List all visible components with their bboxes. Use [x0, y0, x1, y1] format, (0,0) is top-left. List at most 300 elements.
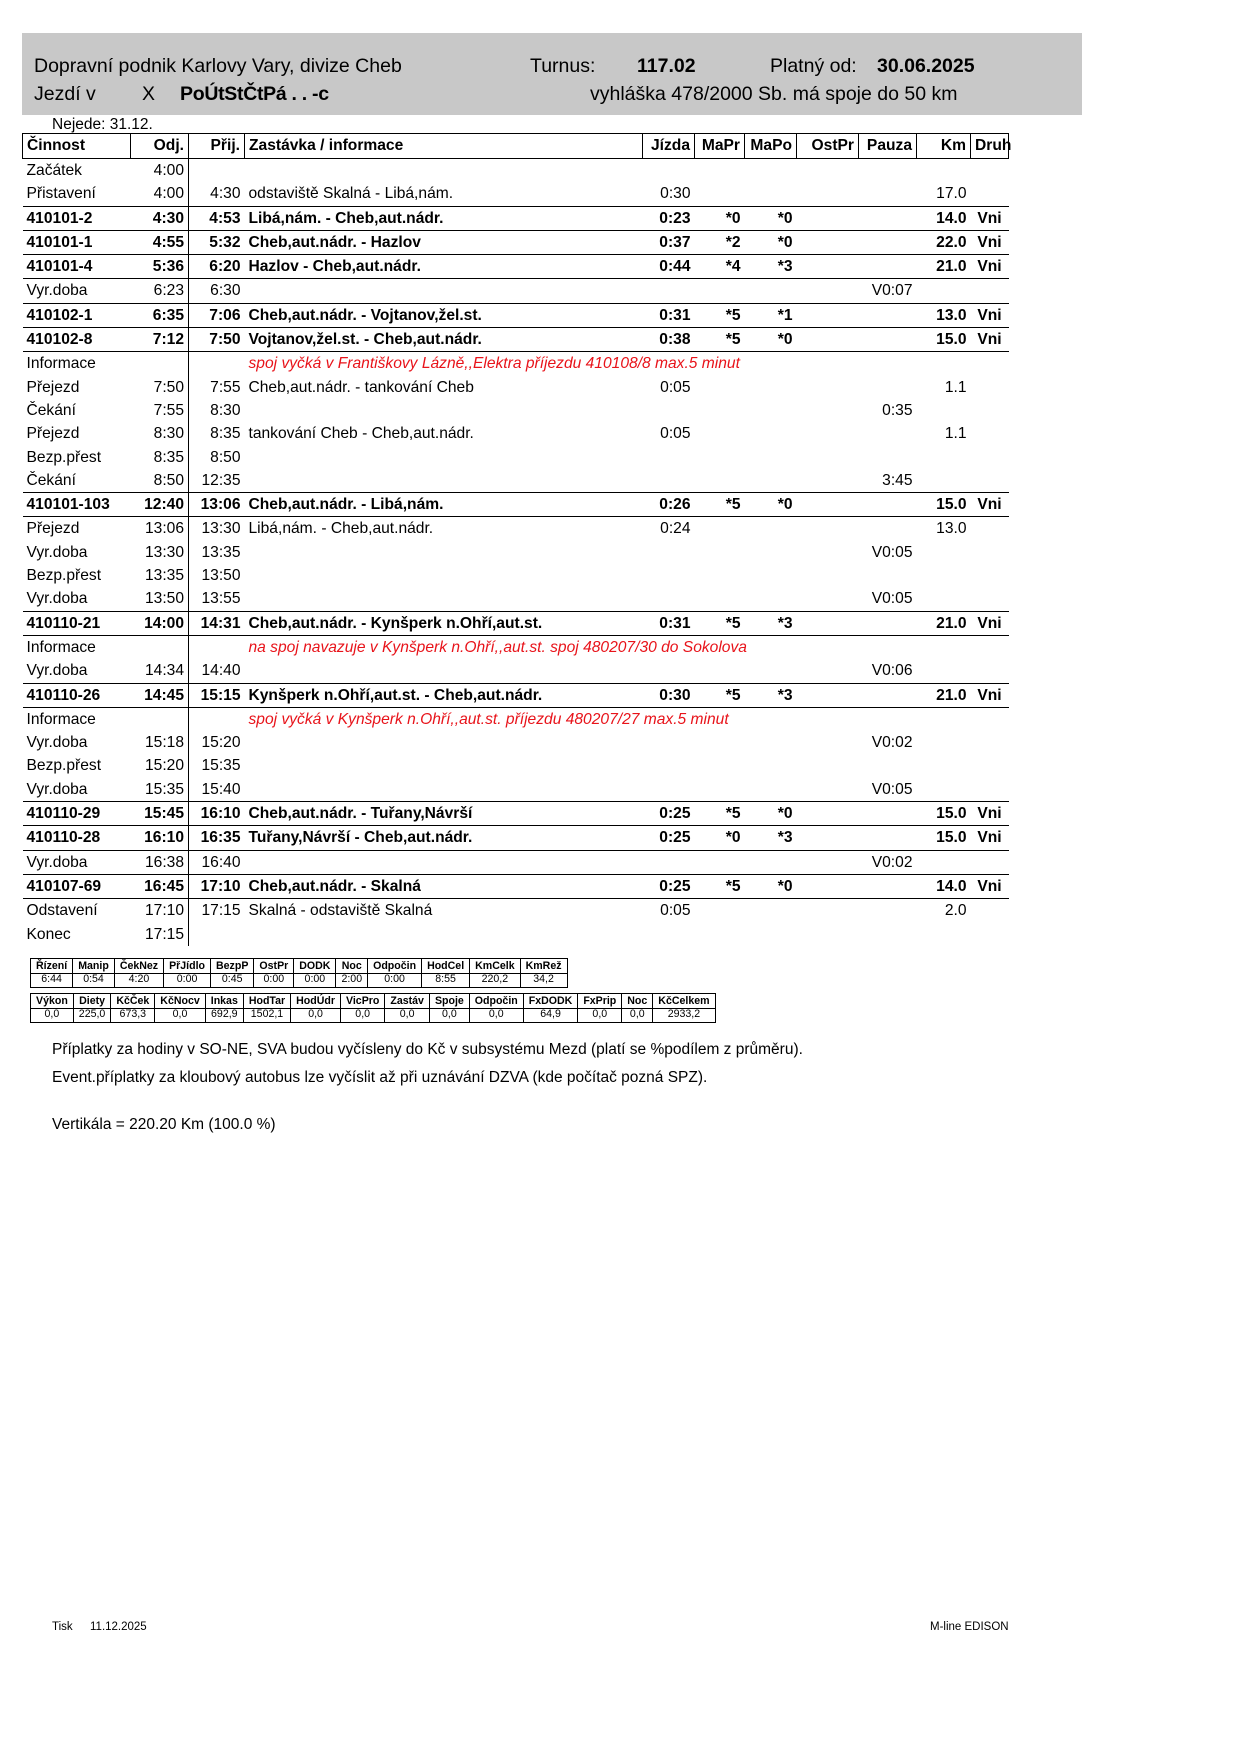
- cell-cinnost: 410102-1: [23, 303, 131, 327]
- summary-col-value: 225,0: [73, 1009, 111, 1023]
- cell-ostpr: [797, 159, 859, 183]
- cell-km: 14.0: [917, 874, 971, 898]
- cell-odj: 14:45: [131, 683, 189, 707]
- summary-col-value: 0,0: [31, 1009, 74, 1023]
- cell-zastavka: [245, 279, 643, 303]
- cell-cinnost: Začátek: [26, 162, 82, 179]
- cell-ostpr: [797, 874, 859, 898]
- cell-jizda: 0:05: [660, 425, 691, 443]
- summary-1-value-row: [31, 974, 568, 988]
- cell-druh: [971, 707, 1009, 731]
- cell-mapo: [745, 376, 797, 399]
- cell-odj: 8:50: [131, 469, 189, 493]
- cell-pauza: [859, 899, 917, 923]
- summary-col-value: 34,2: [520, 974, 567, 988]
- cell-km: [917, 659, 971, 683]
- cell-ostpr: [797, 826, 859, 850]
- col-header-zastavka: Zastávka / informace: [245, 134, 643, 159]
- cell-mapo: [745, 446, 797, 469]
- cell-jizda: 0:37: [643, 230, 695, 254]
- table-row: [23, 923, 1009, 946]
- table-row: [23, 279, 1009, 303]
- cell-jizda: 0:05: [660, 902, 691, 920]
- cell-mapr: *5: [695, 683, 745, 707]
- cell-odj: 16:38: [131, 850, 189, 874]
- cell-prij: 17:15: [201, 902, 241, 920]
- cell-pauza: [859, 328, 917, 352]
- cell-zastavka: Skalná - odstaviště Skalná: [248, 902, 433, 920]
- summary-col-value: 0:54: [73, 974, 115, 988]
- cell-cinnost: Informace: [26, 710, 96, 728]
- summary-table-money: [30, 993, 716, 1023]
- cell-mapo: [745, 587, 797, 611]
- table-row: [23, 659, 1009, 683]
- cell-odj: 15:35: [131, 778, 189, 802]
- table-row: [23, 564, 1009, 587]
- summary-col-value: 0,0: [291, 1009, 341, 1023]
- summary-col-value: 8:55: [422, 974, 470, 988]
- table-row: [23, 754, 1009, 777]
- operates-on-label: Jezdí v: [34, 83, 96, 105]
- cell-km: 21.0: [917, 611, 971, 635]
- cell-ostpr: [797, 611, 859, 635]
- table-row: [23, 206, 1009, 230]
- cell-mapo: [745, 707, 797, 731]
- cell-prij: 4:30: [210, 185, 241, 203]
- table-row: [23, 446, 1009, 469]
- table-row: [23, 399, 1009, 422]
- cell-druh: Vni: [971, 611, 1009, 635]
- cell-cinnost: 410110-26: [23, 683, 131, 707]
- summary-col-header: Manip: [73, 959, 115, 974]
- cell-mapo: [745, 352, 797, 376]
- cell-mapr: *0: [695, 826, 745, 850]
- table-row-information: [23, 707, 1009, 731]
- cell-jizda: [643, 446, 695, 469]
- summary-2-header-row: [31, 994, 716, 1009]
- cell-jizda: 0:23: [643, 206, 695, 230]
- summary-col-header: HodCel: [422, 959, 470, 974]
- cell-pauza: V0:05: [871, 780, 913, 798]
- cell-prij: 17:10: [189, 874, 245, 898]
- cell-pauza: [859, 422, 917, 445]
- cell-mapr: [695, 446, 745, 469]
- cell-odj: [131, 707, 189, 731]
- cell-druh: [971, 923, 1009, 946]
- note-surcharges: Příplatky za hodiny v SO-NE, SVA budou vyčísleny do Kč v subsystému Mezd (platí se %podílem z průměru).: [52, 1041, 803, 1058]
- cell-prij: 15:35: [201, 757, 241, 775]
- cell-pauza: [859, 446, 917, 469]
- cell-druh: Vni: [971, 802, 1009, 826]
- cell-zastavka: [245, 587, 643, 611]
- cell-cinnost: 410102-8: [23, 328, 131, 352]
- cell-ostpr: [797, 707, 859, 731]
- cell-odj: 5:36: [131, 255, 189, 279]
- cell-km: 1.1: [944, 425, 967, 443]
- cell-ostpr: [797, 303, 859, 327]
- cell-prij: 16:10: [189, 802, 245, 826]
- cell-druh: Vni: [971, 230, 1009, 254]
- cell-odj: [131, 635, 189, 659]
- cell-druh: [971, 659, 1009, 683]
- cell-pauza: V0:06: [871, 662, 913, 680]
- cell-km: 21.0: [917, 255, 971, 279]
- turnus-value: 117.02: [637, 55, 696, 77]
- cell-mapo: [745, 659, 797, 683]
- summary-col-value: 6:44: [31, 974, 73, 988]
- summary-col-value: 0:00: [294, 974, 336, 988]
- cell-jizda: [643, 754, 695, 777]
- table-row: [23, 850, 1009, 874]
- cell-km: 13.0: [917, 303, 971, 327]
- cell-jizda: [643, 279, 695, 303]
- cell-jizda: [643, 659, 695, 683]
- summary-col-value: 0,0: [340, 1009, 384, 1023]
- cell-mapr: *0: [695, 206, 745, 230]
- cell-prij: [189, 707, 245, 731]
- col-header-km: Km: [917, 134, 971, 159]
- cell-ostpr: [797, 731, 859, 754]
- cell-km: 14.0: [917, 206, 971, 230]
- cell-pauza: [859, 683, 917, 707]
- summary-col-value: 220,2: [470, 974, 520, 988]
- cell-cinnost: 410101-1: [23, 230, 131, 254]
- table-row: [23, 517, 1009, 541]
- note-articulated-bus: Event.příplatky za kloubový autobus lze vyčíslit až při uznávání DZVA (kde počítač pozná SPZ).: [52, 1069, 708, 1086]
- cell-pauza: [859, 635, 917, 659]
- cell-ostpr: [797, 376, 859, 399]
- summary-col-header: ČekNez: [114, 959, 163, 974]
- summary-col-value: 0,0: [622, 1009, 653, 1023]
- cell-druh: Vni: [971, 874, 1009, 898]
- summary-col-header: FxPrip: [578, 994, 622, 1009]
- cell-km: [917, 778, 971, 802]
- cell-ostpr: [797, 517, 859, 541]
- cell-ostpr: [797, 422, 859, 445]
- summary-col-header: Noc: [622, 994, 653, 1009]
- cell-mapr: [695, 399, 745, 422]
- cell-km: 2.0: [944, 902, 967, 920]
- cell-zastavka: [245, 399, 643, 422]
- table-row: [23, 587, 1009, 611]
- cell-cinnost: Informace: [26, 355, 96, 373]
- cell-mapo: [745, 279, 797, 303]
- summary-col-header: VicPro: [340, 994, 384, 1009]
- cell-odj: 16:45: [131, 874, 189, 898]
- cell-cinnost: Informace: [26, 638, 96, 656]
- table-row: [23, 376, 1009, 399]
- summary-col-header: KčČek: [111, 994, 155, 1009]
- cell-zastavka: Libá,nám. - Cheb,aut.nádr.: [245, 206, 643, 230]
- cell-pauza: [859, 611, 917, 635]
- summary-col-value: 2:00: [336, 974, 368, 988]
- cell-km: 17.0: [936, 185, 967, 203]
- summary-col-value: 64,9: [523, 1009, 578, 1023]
- cell-pauza: [859, 376, 917, 399]
- summary-col-value: 0,0: [578, 1009, 622, 1023]
- cell-cinnost: Vyr.doba: [26, 780, 88, 798]
- cell-odj: 4:55: [131, 230, 189, 254]
- summary-col-value: 0,0: [385, 1009, 430, 1023]
- cell-km: [917, 923, 971, 946]
- cell-odj: 13:06: [131, 517, 189, 541]
- cell-odj: 17:15: [131, 923, 189, 946]
- header-row-primary: [22, 55, 1082, 81]
- summary-col-header: Zastáv: [385, 994, 430, 1009]
- cell-druh: [971, 517, 1009, 541]
- cell-pauza: [859, 923, 917, 946]
- cell-odj: 13:50: [131, 587, 189, 611]
- table-row: [23, 493, 1009, 517]
- summary-col-value: 0:00: [164, 974, 211, 988]
- cell-jizda: [643, 778, 695, 802]
- software-brand: M-line EDISON: [930, 1621, 1009, 1633]
- cell-mapr: [695, 899, 745, 923]
- cell-jizda: [643, 469, 695, 493]
- table-row: [23, 328, 1009, 352]
- cell-ostpr: [797, 754, 859, 777]
- cell-pauza: [859, 159, 917, 183]
- cell-mapo: [745, 182, 797, 206]
- summary-table-hours: [30, 958, 568, 988]
- cell-mapr: [695, 279, 745, 303]
- turnus-label: Turnus:: [530, 55, 596, 77]
- cell-zastavka: spoj vyčká v Františkovy Lázně,,Elektra příjezdu 410108/8 max.5 minut: [248, 355, 740, 373]
- cell-pauza: V0:02: [871, 853, 913, 871]
- cell-prij: 7:06: [189, 303, 245, 327]
- cell-pauza: [859, 802, 917, 826]
- cell-mapr: [695, 731, 745, 754]
- summary-col-header: KmCelk: [470, 959, 520, 974]
- cell-zastavka: [245, 564, 643, 587]
- table-row: [23, 802, 1009, 826]
- cell-km: [917, 159, 971, 183]
- cell-odj: 4:00: [131, 159, 189, 183]
- cell-odj: 16:10: [131, 826, 189, 850]
- cell-druh: Vni: [971, 493, 1009, 517]
- cell-zastavka: spoj vyčká v Kynšperk n.Ohří,,aut.st. příjezdu 480207/27 max.5 minut: [248, 710, 729, 728]
- cell-pauza: [859, 255, 917, 279]
- cell-ostpr: [797, 279, 859, 303]
- table-row: [23, 778, 1009, 802]
- cell-zastavka: [245, 850, 643, 874]
- cell-mapo: *0: [745, 328, 797, 352]
- cell-druh: [971, 279, 1009, 303]
- summary-col-header: DODK: [294, 959, 336, 974]
- cell-mapo: [745, 635, 797, 659]
- header-row-secondary: [22, 83, 1082, 109]
- duty-schedule-body: [23, 159, 1009, 946]
- table-row: [23, 182, 1009, 206]
- summary-col-header: Řízení: [31, 959, 73, 974]
- summary-col-value: 0,0: [429, 1009, 469, 1023]
- cell-cinnost: Vyr.doba: [26, 282, 88, 300]
- cell-jizda: 0:24: [660, 520, 691, 538]
- cell-pauza: 3:45: [882, 471, 913, 489]
- cell-ostpr: [797, 230, 859, 254]
- cell-mapo: [745, 517, 797, 541]
- cell-druh: Vni: [971, 328, 1009, 352]
- cell-ostpr: [797, 635, 859, 659]
- cell-zastavka: Cheb,aut.nádr. - Libá,nám.: [245, 493, 643, 517]
- summary-col-header: FxDODK: [523, 994, 578, 1009]
- cell-druh: [971, 635, 1009, 659]
- cell-prij: 16:40: [201, 853, 241, 871]
- cell-prij: [189, 923, 245, 946]
- cell-zastavka: [245, 754, 643, 777]
- cell-prij: 5:32: [189, 230, 245, 254]
- operating-days: PoÚtStČtPá . . -c: [180, 83, 329, 105]
- cell-jizda: 0:31: [643, 303, 695, 327]
- cell-cinnost: 410101-103: [23, 493, 131, 517]
- cell-prij: 8:50: [210, 448, 241, 466]
- col-header-pauza: Pauza: [859, 134, 917, 159]
- does-not-operate-note: Nejede: 31.12.: [52, 116, 153, 133]
- cell-cinnost: 410110-28: [23, 826, 131, 850]
- cell-zastavka: Cheb,aut.nádr. - Tuřany,Návrší: [245, 802, 643, 826]
- cell-pauza: [859, 874, 917, 898]
- cell-ostpr: [797, 182, 859, 206]
- cell-odj: 13:30: [131, 541, 189, 564]
- cell-mapo: *0: [745, 874, 797, 898]
- cell-jizda: 0:05: [660, 378, 691, 396]
- cell-druh: [971, 731, 1009, 754]
- cell-druh: [971, 376, 1009, 399]
- table-row: [23, 611, 1009, 635]
- summary-col-header: HodTar: [243, 994, 290, 1009]
- cell-jizda: 0:31: [643, 611, 695, 635]
- cell-ostpr: [797, 683, 859, 707]
- cell-mapo: [745, 422, 797, 445]
- cell-zastavka: [245, 778, 643, 802]
- cell-ostpr: [797, 469, 859, 493]
- cell-mapr: [695, 587, 745, 611]
- summary-col-header: Odpočin: [368, 959, 422, 974]
- cell-druh: [971, 754, 1009, 777]
- cell-pauza: V0:07: [871, 282, 913, 300]
- cell-cinnost: Vyr.doba: [26, 734, 88, 752]
- cell-mapr: [695, 541, 745, 564]
- cell-druh: [971, 159, 1009, 183]
- cell-km: 15.0: [917, 328, 971, 352]
- table-header-row: [23, 134, 1012, 159]
- cell-odj: 13:35: [131, 564, 189, 587]
- cell-km: [917, 446, 971, 469]
- cell-zastavka: [245, 923, 643, 946]
- cell-mapo: *0: [745, 493, 797, 517]
- cell-zastavka: [245, 659, 643, 683]
- table-row-information: [23, 352, 1009, 376]
- cell-druh: [971, 352, 1009, 376]
- table-row: [23, 159, 1009, 183]
- cell-pauza: [859, 230, 917, 254]
- cell-pauza: [859, 352, 917, 376]
- cell-cinnost: Čekání: [26, 471, 76, 489]
- cell-zastavka: [245, 159, 643, 183]
- cell-odj: 6:35: [131, 303, 189, 327]
- col-header-mapr: MaPr: [695, 134, 745, 159]
- cell-odj: 14:00: [131, 611, 189, 635]
- cell-druh: [971, 899, 1009, 923]
- cell-prij: [189, 635, 245, 659]
- cell-mapr: [695, 159, 745, 183]
- summary-col-header: PřJídlo: [164, 959, 211, 974]
- cell-cinnost: 410107-69: [23, 874, 131, 898]
- cell-cinnost: Bezp.přest: [26, 757, 102, 775]
- cell-prij: 13:55: [201, 590, 241, 608]
- cell-mapr: [695, 376, 745, 399]
- cell-mapo: [745, 754, 797, 777]
- summary-col-value: 673,3: [111, 1009, 155, 1023]
- cell-prij: 6:30: [210, 282, 241, 300]
- cell-mapo: [745, 850, 797, 874]
- cell-prij: 13:50: [201, 567, 241, 585]
- cell-mapo: [745, 564, 797, 587]
- cell-km: [917, 731, 971, 754]
- cell-zastavka: tankování Cheb - Cheb,aut.nádr.: [248, 425, 474, 443]
- cell-cinnost: Vyr.doba: [26, 590, 88, 608]
- cell-km: [917, 352, 971, 376]
- summary-col-header: Noc: [336, 959, 368, 974]
- cell-cinnost: Odstavení: [26, 902, 98, 920]
- cell-cinnost: 410101-2: [23, 206, 131, 230]
- cell-km: [917, 850, 971, 874]
- cell-druh: Vni: [971, 826, 1009, 850]
- col-header-jizda: Jízda: [643, 134, 695, 159]
- summary-col-header: Inkas: [205, 994, 243, 1009]
- summary-2-value-row: [31, 1009, 716, 1023]
- cell-pauza: [859, 182, 917, 206]
- cell-pauza: V0:02: [871, 734, 913, 752]
- cell-cinnost: Konec: [26, 925, 71, 943]
- cell-odj: 15:18: [131, 731, 189, 754]
- cell-km: [917, 469, 971, 493]
- cell-zastavka: [245, 731, 643, 754]
- cell-ostpr: [797, 328, 859, 352]
- cell-ostpr: [797, 850, 859, 874]
- cell-odj: 7:12: [131, 328, 189, 352]
- cell-prij: 13:30: [201, 520, 241, 538]
- cell-druh: [971, 541, 1009, 564]
- cell-mapo: *0: [745, 230, 797, 254]
- cell-druh: [971, 469, 1009, 493]
- table-row: [23, 303, 1009, 327]
- cell-ostpr: [797, 493, 859, 517]
- summary-col-header: BezpP: [211, 959, 254, 974]
- cell-km: 15.0: [917, 802, 971, 826]
- summary-col-value: 0:45: [211, 974, 254, 988]
- summary-col-value: 0:00: [254, 974, 294, 988]
- cell-mapr: [695, 850, 745, 874]
- cell-ostpr: [797, 446, 859, 469]
- cell-pauza: V0:05: [871, 543, 913, 561]
- cell-jizda: [643, 923, 695, 946]
- cell-prij: 6:20: [189, 255, 245, 279]
- cell-mapr: *2: [695, 230, 745, 254]
- cell-druh: [971, 422, 1009, 445]
- cell-ostpr: [797, 899, 859, 923]
- cell-mapo: [745, 778, 797, 802]
- cell-km: [917, 707, 971, 731]
- cell-prij: 12:35: [201, 471, 241, 489]
- cell-druh: [971, 587, 1009, 611]
- cell-jizda: [643, 541, 695, 564]
- cell-mapo: [745, 541, 797, 564]
- table-row: [23, 422, 1009, 445]
- cell-mapo: [745, 159, 797, 183]
- cell-mapr: [695, 778, 745, 802]
- cell-mapo: [745, 469, 797, 493]
